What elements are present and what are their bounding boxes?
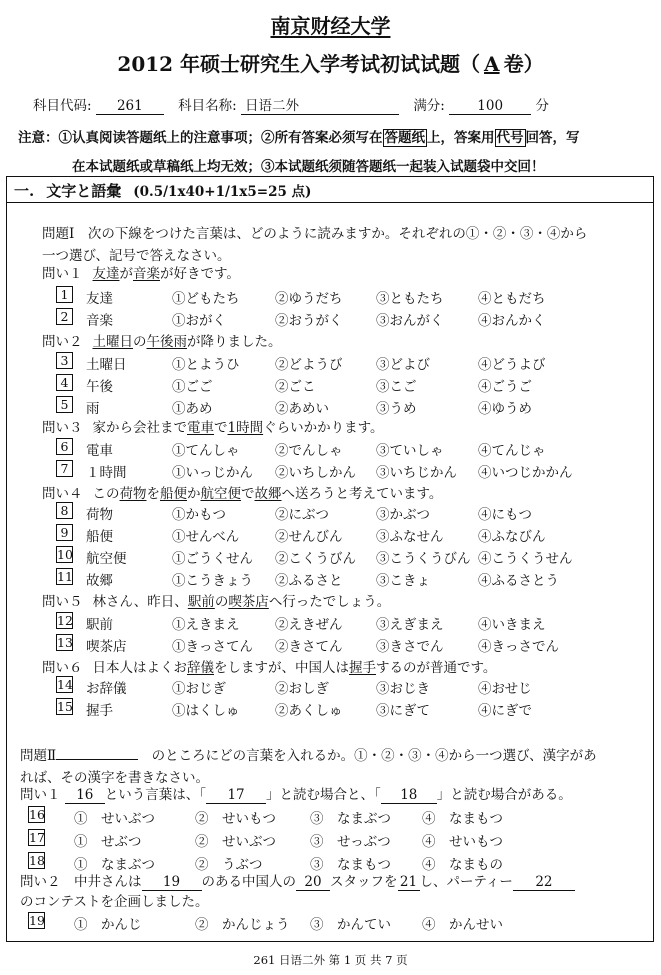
sentence-text: が好きです。 xyxy=(160,266,240,282)
blank-19: 19 xyxy=(142,875,202,891)
item-word: 航空便 xyxy=(86,551,127,567)
university-name: 南京财经大学 xyxy=(270,14,391,38)
option-2: ②せんびん xyxy=(275,529,343,545)
sentence-text: するのが普通です。 xyxy=(376,660,497,676)
underlined-word: 荷物 xyxy=(119,486,147,502)
q1-sub-6 xyxy=(42,656,496,676)
option-3: ③いちじかん xyxy=(376,465,457,481)
option-3: ③ せっぶつ xyxy=(310,834,391,850)
underlined-word: 故郷 xyxy=(254,486,282,502)
underlined-word: 午後 xyxy=(146,334,174,350)
option-2: ②いちしかん xyxy=(275,465,356,481)
sentence-text: か xyxy=(187,486,201,502)
blank-16: 16 xyxy=(65,788,105,804)
sub-label: 問い４ xyxy=(42,486,83,502)
option-4: ④ なまもの xyxy=(422,857,503,873)
option-4: ④てんじゃ xyxy=(478,443,546,459)
item-number: 12 xyxy=(57,613,73,628)
option-4: ④いきまえ xyxy=(478,617,546,633)
notice-line-2: 在本试题纸或草稿纸上均无效；③本试题纸须随答题纸一起装入试题袋中交回！ xyxy=(72,159,545,175)
blank-20: 20 xyxy=(296,875,330,891)
option-2: ②でんしゃ xyxy=(275,443,343,459)
option-1: ①あめ xyxy=(172,401,213,417)
blank-18: 18 xyxy=(381,788,437,804)
item-word: 荷物 xyxy=(86,507,113,523)
option-3: ③えぎまえ xyxy=(376,617,444,633)
underlined-word: 音楽 xyxy=(133,266,160,282)
subject-code: 261 xyxy=(96,98,164,115)
option-1: ①こうきょう xyxy=(172,573,253,589)
item-word: 雨 xyxy=(86,401,100,417)
blank-17: 17 xyxy=(206,788,266,804)
item-word: お辞儀 xyxy=(86,681,127,697)
option-2: ②にぶつ xyxy=(275,507,329,523)
item-number: 18 xyxy=(29,853,45,868)
sentence-text: で xyxy=(241,486,255,502)
option-1: ①てんしゃ xyxy=(172,443,240,459)
option-3: ③ていしゃ xyxy=(376,443,444,459)
q1-sub-1 xyxy=(42,262,240,282)
option-4: ④ゆうめ xyxy=(478,401,532,417)
option-4: ④おんかく xyxy=(478,313,546,329)
option-2: ②おしぎ xyxy=(275,681,329,697)
item-number: 9 xyxy=(56,524,73,541)
sentence-text: の xyxy=(133,334,147,350)
underlined-word: 電車 xyxy=(187,420,214,436)
item-number: 4 xyxy=(56,374,73,391)
option-4: ④こうくうせん xyxy=(478,551,573,567)
option-2: ②あくしゅ xyxy=(275,703,343,719)
option-4: ④ふるさとう xyxy=(478,573,559,589)
item-number: 10 xyxy=(57,547,73,562)
option-1: ①ごうくせん xyxy=(172,551,253,567)
option-2: ②どようび xyxy=(275,357,343,373)
option-4: ④にもつ xyxy=(478,507,532,523)
item-word: １時間 xyxy=(86,465,127,481)
option-2: ②きさてん xyxy=(275,639,343,655)
sub-label: 問い５ xyxy=(42,594,83,610)
option-1: ①せんべん xyxy=(172,529,240,545)
page-footer: 261 日语二外 第 1 页 共 7 页 xyxy=(253,953,408,967)
sentence-text: ぐらいかかります。 xyxy=(263,420,384,436)
subject-name: 日语二外 xyxy=(241,98,399,115)
item-number: 14 xyxy=(57,677,73,692)
sentence-text: へ行ったでしょう。 xyxy=(268,594,391,610)
option-1: ①えきまえ xyxy=(172,617,240,633)
item-number: 15 xyxy=(57,699,73,714)
option-4: ④ごうご xyxy=(478,379,532,395)
underlined-word: 駅前 xyxy=(187,594,215,610)
q1-intro-line-1: 問題Ⅰ 次の下線をつけた言葉は、どのように読みますか。それぞれの①・②・③・④から xyxy=(42,226,588,242)
option-1: ①ごご xyxy=(172,379,213,395)
option-1: ① なまぶつ xyxy=(74,857,155,873)
item-number: 3 xyxy=(56,352,73,369)
underlined-word: 土曜日 xyxy=(92,334,133,350)
sub-label: 問い２ xyxy=(42,334,83,350)
sub-label: 問い１ xyxy=(42,266,83,282)
sentence-text: で xyxy=(214,420,228,436)
item-word: 電車 xyxy=(86,443,113,459)
option-2: ② せいぶつ xyxy=(195,834,276,850)
q1-sub-3 xyxy=(42,416,384,436)
option-4: ④ふなびん xyxy=(478,529,546,545)
underlined-word: 航空便 xyxy=(200,486,241,502)
option-4: ④きっさでん xyxy=(478,639,559,655)
sentence-text: をしますが、中国人は xyxy=(214,660,349,676)
item-number: 1 xyxy=(56,286,73,303)
option-3: ③うめ xyxy=(376,401,417,417)
sub-label: 問い６ xyxy=(42,660,83,676)
item-word: 故郷 xyxy=(86,573,113,589)
option-3: ③どよび xyxy=(376,357,430,373)
blank-22: 22 xyxy=(513,875,575,891)
exam-volume: A xyxy=(484,52,500,76)
sentence-text: が降りました。 xyxy=(187,334,282,350)
option-2: ② うぶつ xyxy=(195,857,263,873)
underlined-word: 友達 xyxy=(92,266,120,282)
option-4: ④にぎで xyxy=(478,703,532,719)
option-2: ②ゆうだち xyxy=(275,291,343,307)
item-number: 17 xyxy=(29,830,45,845)
option-3: ③ なまもつ xyxy=(310,857,391,873)
option-3: ③ともたち xyxy=(376,291,444,307)
sentence-text: の xyxy=(214,594,229,610)
sentence-text: へ送ろうと考えています。 xyxy=(281,486,443,502)
option-3: ③にぎて xyxy=(376,703,430,719)
option-3: ③おんがく xyxy=(376,313,444,329)
item-number: 5 xyxy=(56,396,73,413)
option-3: ③こご xyxy=(376,379,417,395)
sentence-text: 家から会社まで xyxy=(92,420,187,436)
sentence-text: 林さん、昨日、 xyxy=(92,594,188,610)
underlined-word: 雨 xyxy=(173,334,187,350)
option-3: ③きさでん xyxy=(376,639,444,655)
option-1: ①かもつ xyxy=(172,507,226,523)
option-2: ② せいもつ xyxy=(195,811,276,827)
option-2: ②ごこ xyxy=(275,379,316,395)
exam-title: 2012 年硕士研究生入学考试初试试题（ A 卷） xyxy=(117,52,544,76)
q1-intro-line-2: 一つ選び、記号で答えなさい。 xyxy=(42,248,231,264)
option-2: ②おうがく xyxy=(275,313,343,329)
underlined-word: 船便 xyxy=(160,486,187,502)
option-4: ④いつじかかん xyxy=(478,465,573,481)
option-1: ①いっじかん xyxy=(172,465,253,481)
underlined-word: 辞儀 xyxy=(187,660,214,676)
q2-intro-line-1: 問題Ⅱ のところにどの言葉を入れるか。①・②・③・④から一つ選び、漢字があ xyxy=(20,748,597,764)
option-3: ③ふなせん xyxy=(376,529,444,545)
q2-sub-1: 問い１ 16 という言葉は、「 17 」と読む場合と、「 18 」と読む場合がある。 xyxy=(20,787,572,803)
option-1: ① かんじ xyxy=(74,917,142,933)
option-4: ④どうよび xyxy=(478,357,546,373)
sentence-text: を xyxy=(146,486,160,502)
notice-line-1: 注意：①认真阅读答题纸上的注意事项；②所有答案必须写在 答题纸 上，答案用 代号 回答，写 xyxy=(18,130,580,146)
item-number: 7 xyxy=(56,460,73,477)
item-word: 喫茶店 xyxy=(86,639,127,655)
section-1-heading: 一. 文字と語彙 (0.5/1x40+1/1x5=25 点) xyxy=(14,182,312,200)
item-number: 13 xyxy=(57,635,73,650)
section-divider xyxy=(6,202,654,203)
option-1: ①おじぎ xyxy=(172,681,226,697)
option-3: ③かぶつ xyxy=(376,507,430,523)
option-2: ②えきぜん xyxy=(275,617,343,633)
option-3: ③ なまぶつ xyxy=(310,811,391,827)
option-4: ④ かんせい xyxy=(422,917,503,933)
full-score: 100 xyxy=(449,98,531,115)
q2-sub-2: 問い２ 中井さんは 19 のある中国人の 20 スタッフを 21 し、パーティー 22 xyxy=(20,870,575,891)
sub-label: 問い３ xyxy=(42,420,83,436)
option-4: ④ともだち xyxy=(478,291,546,307)
option-4: ④ せいもつ xyxy=(422,834,503,850)
option-4: ④おせじ xyxy=(478,681,532,697)
option-1: ① せぶつ xyxy=(74,834,142,850)
item-word: 握手 xyxy=(86,703,113,719)
q2-intro-line-2: れば、その漢字を書きなさい。 xyxy=(20,770,209,786)
option-1: ①どもたち xyxy=(172,291,240,307)
option-4: ④ なまもつ xyxy=(422,811,503,827)
option-2: ②あめい xyxy=(275,401,329,417)
item-number: 8 xyxy=(56,502,73,519)
item-word: 船便 xyxy=(86,529,113,545)
item-number: 6 xyxy=(56,438,73,455)
item-number: 2 xyxy=(56,308,73,325)
q2-sub-2-line-2: のコンテストを企画しました。 xyxy=(20,894,209,910)
item-word: 午後 xyxy=(86,379,113,395)
option-3: ③ かんてい xyxy=(310,917,391,933)
sentence-text: この xyxy=(92,486,120,502)
item-number: 19 xyxy=(29,913,45,928)
option-2: ②こくうびん xyxy=(275,551,356,567)
option-1: ①きっさてん xyxy=(172,639,253,655)
option-3: ③こきょ xyxy=(376,573,430,589)
option-1: ①はくしゅ xyxy=(172,703,240,719)
item-word: 友達 xyxy=(86,291,113,307)
q1-sub-5 xyxy=(42,590,390,610)
item-number: 16 xyxy=(29,807,45,822)
sentence-text: 日本人はよくお xyxy=(92,660,187,676)
option-2: ②ふるさと xyxy=(275,573,343,589)
blank-21: 21 xyxy=(398,875,420,891)
option-1: ①とようひ xyxy=(172,357,240,373)
option-1: ① せいぶつ xyxy=(74,811,155,827)
option-3: ③おじき xyxy=(376,681,430,697)
q1-sub-2 xyxy=(42,330,282,350)
option-3: ③こうくうびん xyxy=(376,551,471,567)
option-1: ①おがく xyxy=(172,313,226,329)
underlined-word: 1時間 xyxy=(227,420,264,436)
item-word: 音楽 xyxy=(86,313,113,329)
underlined-word: 喫茶店 xyxy=(228,594,269,610)
item-number: 11 xyxy=(57,569,73,584)
q1-sub-4 xyxy=(42,482,442,502)
subject-info: 科目代码: 261 科目名称: 日语二外 满分: 100 分 xyxy=(33,98,549,114)
underlined-word: 握手 xyxy=(349,660,376,676)
item-word: 駅前 xyxy=(86,617,113,633)
item-word: 土曜日 xyxy=(86,357,127,373)
option-2: ② かんじょう xyxy=(195,917,290,933)
sentence-text: が xyxy=(119,266,133,282)
